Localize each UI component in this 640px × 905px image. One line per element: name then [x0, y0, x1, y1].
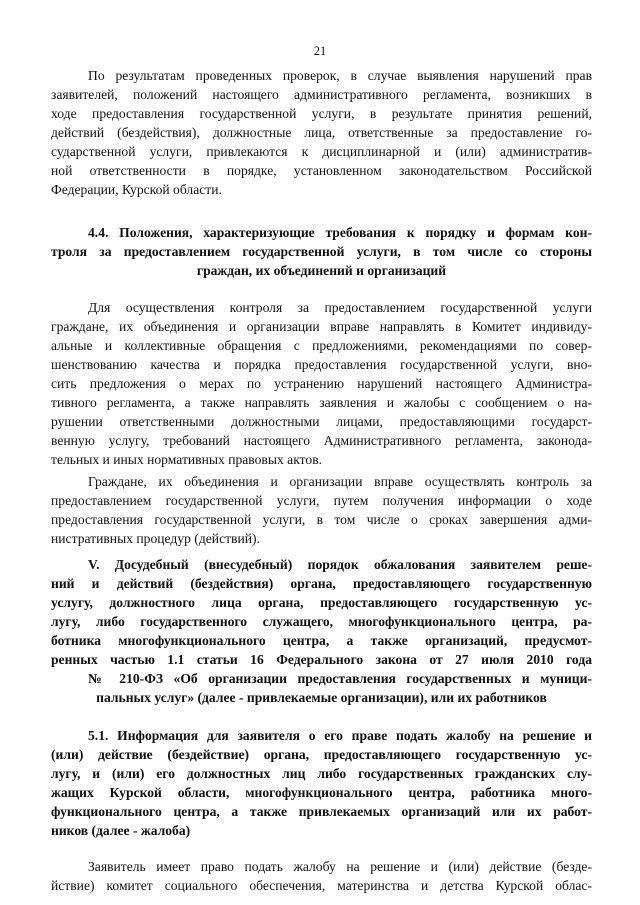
text-line: ной ответственности в порядке, установленном законодательством Российской	[51, 163, 592, 178]
heading-line: ботника многофункционального центра, а также организаций, предусмот-	[51, 633, 592, 648]
heading-line: функционального центра, а также привлекаемых организаций или их работ-	[51, 804, 592, 819]
text-line: альные и коллективные обращения с предложениями, рекомендациями по совер-	[51, 338, 592, 353]
text-line: рушении ответственными должностными лицами, предоставляющими государст-	[51, 414, 592, 429]
text-line: йствие) комитет социального обеспечения, материнства и детства Курской облас-	[51, 878, 592, 893]
text-line: ходе предоставления государственной услуги, в результате принятия решений,	[51, 106, 592, 121]
heading-line: жащих Курской области, многофункционального центра, работника много-	[51, 785, 592, 800]
page-number: 21	[313, 44, 327, 58]
heading-line: граждан, их объединений и организаций	[196, 263, 447, 278]
heading-line: ников (далее - жалоба)	[51, 823, 191, 838]
text-line: шенствованию качества и порядка предоставления государственной услуги, вно-	[51, 357, 592, 372]
text-line: граждане, их объединения и организации вправе направлять в Комитет индивиду-	[51, 319, 592, 334]
heading-line: лугу, и (или) его должностных лиц либо государственных гражданских слу-	[51, 766, 592, 781]
heading-line: ний и действий (бездействия) органа, предоставляющего государственную	[51, 576, 592, 591]
heading-line: услугу, должностного лица органа, предоставляющего государственную ус-	[51, 595, 592, 610]
text-line: Федерации, Курской области.	[51, 182, 222, 197]
text-line: тельных и иных нормативных правовых актов.	[51, 452, 323, 467]
text-line: заявителей, положений настоящего административного регламента, возникших в	[51, 87, 592, 102]
heading-line: V. Досудебный (внесудебный) порядок обжалования заявителем реше-	[88, 557, 592, 572]
text-line: сить предложения о мерах по устранению нарушений настоящего Администра-	[51, 376, 592, 391]
heading-line: троля за предоставлением государственной услуги, в том числе со стороны	[51, 244, 592, 259]
text-line: Заявитель имеет право подать жалобу на решение и (или) действие (безде-	[88, 859, 592, 874]
text-line: сударственной услуги, привлекаются к дисциплинарной и (или) административ-	[51, 144, 592, 159]
text-line: действий (бездействия), должностные лица, ответственные за предоставление го-	[51, 125, 592, 140]
heading-line: ренных частью 1.1 статьи 16 Федерального закона от 27 июля 2010 года	[51, 652, 592, 667]
text-line: предоставлением государственной услуги, путем получения информации о ходе	[51, 493, 592, 508]
text-line: тивного регламента, а также направлять заявления и жалобы с сообщением о на-	[51, 395, 592, 410]
text-line: предоставления государственной услуги, в том числе о сроках завершения адми-	[51, 512, 592, 527]
heading-line: лугу, либо государственного служащего, многофункционального центра, ра-	[51, 614, 592, 629]
heading-line: 4.4. Положения, характеризующие требования к порядку и формам кон-	[88, 225, 592, 240]
heading-line: (или) действие (бездействие) органа, предоставляющего государственную ус-	[51, 747, 592, 762]
heading-line: № 210-ФЗ «Об организации предоставления государственных и муници-	[88, 671, 592, 686]
text-line: По результатам проведенных проверок, в случае выявления нарушений прав	[88, 68, 592, 83]
text-line: нистративных процедур (действий).	[51, 531, 260, 546]
text-line: венную услугу, требований настоящего Административного регламента, законода-	[51, 433, 592, 448]
heading-line: пальных услуг» (далее - привлекаемые организации), или их работников	[96, 690, 547, 705]
heading-line: 5.1. Информация для заявителя о его праве подать жалобу на решение и	[88, 728, 592, 743]
text-line: Для осуществления контроля за предоставлением государственной услуги	[88, 300, 592, 315]
text-line: Граждане, их объединения и организации вправе осуществлять контроль за	[88, 474, 592, 489]
